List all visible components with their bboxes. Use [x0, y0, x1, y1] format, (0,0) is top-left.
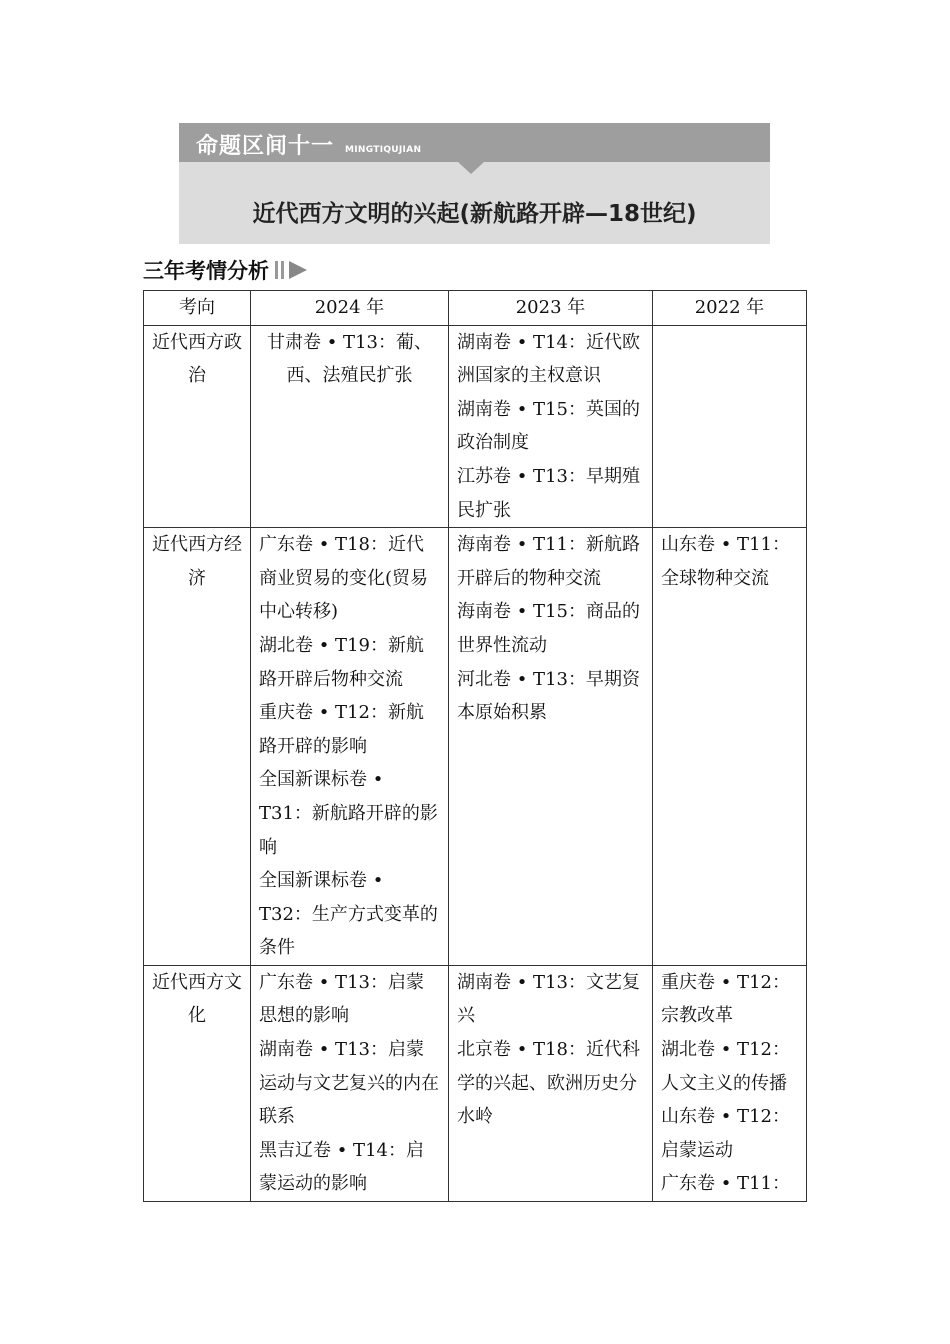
banner-title: 近代西方文明的兴起(新航路开辟—18世纪) — [252, 201, 697, 227]
banner-pinyin: MINGTIQUJIAN — [345, 145, 422, 155]
cell-2024 — [251, 325, 449, 528]
list-item: 重庆卷 • T12：宗教改革 — [661, 971, 790, 1027]
header-topic: 考向 — [144, 291, 251, 326]
list-item: 北京卷 • T18：近代科学的兴起、欧洲历史分水岭 — [457, 1039, 640, 1128]
banner-label: 命题区间十一 — [196, 134, 335, 159]
list-item: 全国新课标卷 • T31：新航路开辟的影响 — [259, 769, 438, 858]
row-topic: 近代西方文化 — [144, 965, 251, 1201]
row-topic: 近代西方政治 — [144, 325, 251, 528]
cell-2022 — [653, 965, 807, 1201]
section-arrow-icon — [275, 261, 307, 279]
table-row — [144, 325, 807, 528]
list-item: 全国新课标卷 • T32：生产方式变革的条件 — [259, 870, 438, 959]
cell-2024 — [251, 965, 449, 1201]
section-title: 三年考情分析 — [143, 259, 269, 283]
header-2022: 2022 年 — [653, 291, 807, 326]
list-item: 湖南卷 • T15：英国的政治制度 — [457, 398, 640, 454]
header-2024: 2024 年 — [251, 291, 449, 326]
section-heading — [143, 256, 307, 284]
cell-2024 — [251, 528, 449, 966]
list-item: 广东卷 • T18：近代商业贸易的变化(贸易中心转移) — [259, 534, 429, 623]
analysis-table — [143, 290, 807, 1202]
cell-2023 — [449, 965, 653, 1201]
list-item: 湖南卷 • T14：近代欧洲国家的主权意识 — [457, 331, 640, 387]
header-2023: 2023 年 — [449, 291, 653, 326]
row-topic: 近代西方经济 — [144, 528, 251, 966]
list-item: 湖南卷 • T13：启蒙运动与文艺复兴的内在联系 — [259, 1039, 439, 1128]
table-row — [144, 965, 807, 1201]
list-item: 广东卷 • T13：启蒙思想的影响 — [259, 971, 424, 1027]
cell-2022 — [653, 528, 807, 966]
list-item: 湖北卷 • T12：人文主义的传播 — [661, 1039, 790, 1094]
list-item: 重庆卷 • T12：新航路开辟的影响 — [259, 702, 424, 757]
list-item: 甘肃卷 • T13：葡、西、法殖民扩张 — [267, 331, 432, 387]
list-item: 湖南卷 • T13：文艺复兴 — [457, 971, 640, 1027]
table-header-row — [144, 291, 807, 326]
list-item: 江苏卷 • T13：早期殖民扩张 — [457, 465, 640, 521]
table-row — [144, 528, 807, 966]
list-item: 海南卷 • T11：新航路开辟后的物种交流 — [457, 534, 640, 589]
list-item: 广东卷 • T11： — [661, 1173, 790, 1195]
list-item: 海南卷 • T15：商品的世界性流动 — [457, 601, 640, 656]
list-item: 山东卷 • T12：启蒙运动 — [661, 1106, 790, 1161]
section-banner — [179, 123, 770, 244]
list-item: 河北卷 • T13：早期资本原始积累 — [457, 668, 640, 724]
cell-2022 — [653, 325, 807, 528]
cell-2023 — [449, 528, 653, 966]
list-item: 黑吉辽卷 • T14：启蒙运动的影响 — [259, 1139, 424, 1195]
list-item: 湖北卷 • T19：新航路开辟后物种交流 — [259, 634, 424, 690]
banner-notch — [458, 162, 484, 174]
list-item: 山东卷 • T11：全球物种交流 — [661, 534, 790, 589]
cell-2023 — [449, 325, 653, 528]
